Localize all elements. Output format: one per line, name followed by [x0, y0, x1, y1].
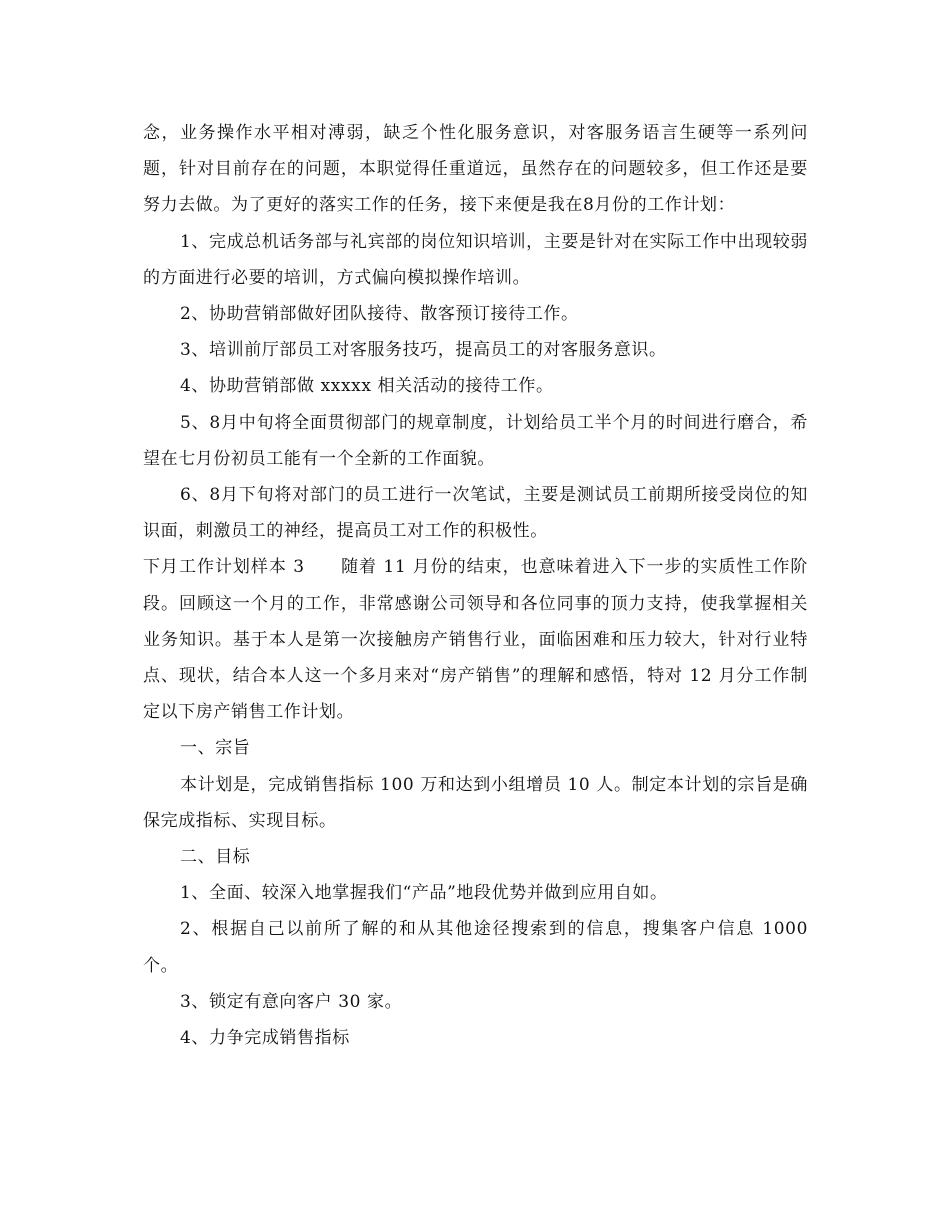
section-heading-goals: 二、目标: [180, 847, 251, 868]
goal-item-1: 1、全面、较深入地掌握我们“产品”地段优势并做到应用自如。: [180, 883, 668, 904]
paragraph-item-4: 4、协助营销部做 xxxxx 相关活动的接待工作。: [180, 376, 554, 397]
paragraph-item-1: 1、完成总机话务部与礼宾部的岗位知识培训，主要是针对在实际工作中出现较弱的方面进行必要的培训，方式偏向模拟操作培训。: [143, 231, 808, 288]
paragraph-item-5: 5、8月中旬将全面贯彻部门的规章制度，计划给员工半个月的时间进行磨合，希望在七月份初员工能有一个全新的工作面貌。: [143, 412, 808, 469]
goal-item-4: 4、力争完成销售指标: [180, 1028, 350, 1049]
goal-item-3: 3、锁定有意向客户 30 家。: [180, 991, 403, 1012]
paragraph-intro: 念，业务操作水平相对溥弱，缺乏个性化服务意识，对客服务语言生硬等一系列问题，针对目前存在的问题，本职觉得任重道远，虽然存在的问题较多，但工作还是要努力去做。为了更好的落实工作的任务，接下来便是我在8月份的工作计划：: [143, 123, 808, 216]
goal-item-2: 2、根据自己以前所了解的和从其他途径搜索到的信息，搜集客户信息 1000 个。: [143, 919, 808, 976]
paragraph-sample-3: 下月工作计划样本 3 随着 11 月份的结束，也意味着进入下一步的实质性工作阶段。回顾这一个月的工作，非常感谢公司领导和各位同事的顶力支持，使我掌握相关业务知识。基于本人是第一次接触房产销售行业，面临困难和压力较大，针对行业特点、现状，结合本人这一个多月来对“房产销售”的理解和感悟，特对 12 月分工作制定以下房产销售工作计划。: [143, 557, 808, 723]
paragraph-purpose: 本计划是，完成销售指标 100 万和达到小组增员 10 人。制定本计划的宗旨是确保完成指标、实现目标。: [143, 774, 808, 831]
paragraph-item-3: 3、培训前厅部员工对客服务技巧，提高员工的对客服务意识。: [180, 340, 667, 361]
paragraph-item-6: 6、8月下旬将对部门的员工进行一次笔试，主要是测试员工前期所接受岗位的知识面，刺激员工的神经，提高员工对工作的积极性。: [143, 485, 808, 542]
document-body: [143, 115, 808, 1056]
paragraph-item-2: 2、协助营销部做好团队接待、散客预订接待工作。: [180, 304, 579, 325]
section-heading-purpose: 一、宗旨: [180, 738, 251, 759]
